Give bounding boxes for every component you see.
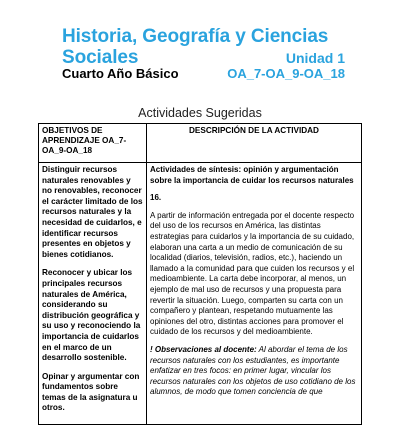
objective-item: Distinguir recursos naturales renovables y no renovables, reconocer el carácter limitado de los recursos naturales y la necesidad de cuidarlos, e identificar recursos presentes en objetos y bienes cotidianos. <box>42 165 143 259</box>
table-header-row <box>39 124 362 163</box>
objectives-code: OA_7-OA_9-OA_18 <box>227 66 345 81</box>
table-row <box>39 163 362 425</box>
subject-title-line1: Historia, Geografía y Ciencias <box>62 26 329 47</box>
unit-label: Unidad 1 <box>285 50 345 66</box>
subject-title-line2: Sociales <box>62 47 139 68</box>
grade-label: Cuarto Año Básico <box>62 66 179 81</box>
activity-number: 16. <box>150 193 162 203</box>
objective-item: Opinar y argumentar con fundamentos sobre temas de la asignatura u otros. <box>42 371 140 413</box>
observations-text: Al abordar el tema de los recursos naturales con los estudiantes, es importante enfatizar en tres focos: en primer lugar, vincular los recursos naturales con los objetos de uso cotidiano de los alumnos, de modo que tomen conciencia de que <box>150 344 356 397</box>
section-title: Actividades Sugeridas <box>138 106 262 120</box>
teacher-observations <box>150 345 358 398</box>
description-cell <box>147 163 362 425</box>
activities-table <box>38 123 362 425</box>
objective-item: Reconocer y ubicar los principales recursos naturales de América, considerando su distribución geográfica y su uso y reconociendo la importancia de cuidarlos en el marco de un desarrollo sostenible. <box>42 268 141 363</box>
objectives-cell <box>39 163 147 425</box>
header-objectives: OBJETIVOS DE APRENDIZAJE OA_7-OA_9-OA_18 <box>39 124 147 163</box>
activity-title: Actividades de síntesis: opinión y argumentación sobre la importancia de cuidar los recursos naturales <box>150 165 354 185</box>
observations-label: ! Observaciones al docente: <box>150 344 257 354</box>
header-description: DESCRIPCIÓN DE LA ACTIVIDAD <box>147 124 362 163</box>
activity-body: A partir de información entregada por el docente respecto del uso de los recursos en América, las distintas estrategias para cuidarlos y la importancia de su cuidado, elaboran una carta a un medio de comunicación de su localidad (diarios, televisión, radios, etc.), haciendo un llamado a la comunidad para que cuiden los recursos y el medioambiente. La carta debe incorporar, al menos, un ejemplo de mal uso de recursos y una propuesta para revertir la situación. Luego, comparten su carta con un compañero y plantean, respetando mutuamente las opiniones del otro, distintas acciones para promover el cuidado de los recursos y del medioambiente. <box>150 210 355 337</box>
